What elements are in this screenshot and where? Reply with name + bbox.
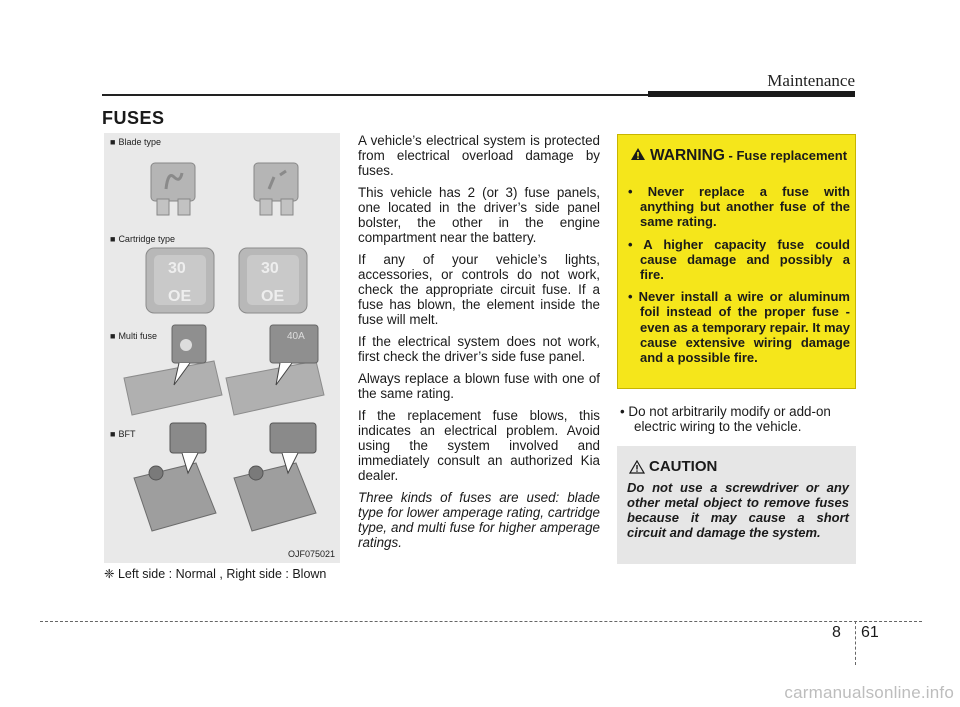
- figure-label-multi: ■ Multi fuse: [110, 331, 157, 341]
- body-italic-note: Three kinds of fuses are used: blade type for lower amperage rating, cartridge type, and multi fuse for higher amperage ratings.: [358, 490, 600, 550]
- warning-item: • Never replace a fuse with anything but another fuse of the same rating.: [628, 184, 850, 230]
- wiring-note: • Do not arbitrarily modify or add-on electric wiring to the vehicle.: [620, 404, 831, 434]
- cartridge-rating-text-blown: 30: [261, 260, 279, 277]
- caution-box: [617, 446, 856, 564]
- body-paragraph: Always replace a blown fuse with one of the same rating.: [358, 371, 600, 401]
- cartridge-fuse-blown-icon: [239, 248, 307, 313]
- footer-rule: [40, 621, 922, 622]
- blade-fuse-blown-icon: [254, 163, 298, 215]
- fuse-illustrations: [104, 133, 340, 563]
- bft-normal-icon: [134, 423, 216, 531]
- caution-title: CAUTION: [649, 458, 718, 475]
- page-title: FUSES: [102, 108, 165, 128]
- blade-fuse-normal-icon: [151, 163, 195, 215]
- body-paragraph: If the electrical system does not work, first check the driver’s side fuse panel.: [358, 334, 600, 364]
- body-paragraph: If any of your vehicle’s lights, accessories, or controls do not work, check the appropriate circuit fuse. If a fuse has blown, the element inside the fuse will melt.: [358, 252, 600, 327]
- header-bar: [648, 91, 855, 97]
- warning-title: WARNING - Fuse replacement: [630, 147, 855, 165]
- page-number: 61: [861, 624, 879, 641]
- fuse-figure: [104, 133, 340, 563]
- cartridge-fuse-normal-icon: [146, 248, 214, 313]
- warning-triangle-icon: [630, 147, 646, 161]
- body-paragraph: This vehicle has 2 (or 3) fuse panels, one located in the driver’s side panel bolster, the other in the engine compartment near the battery.: [358, 185, 600, 245]
- figure-label-bft: ■ BFT: [110, 429, 136, 439]
- header-section-title: Maintenance: [767, 71, 855, 90]
- warning-item: • A higher capacity fuse could cause damage and possibly a fire.: [628, 236, 850, 283]
- figure-code: OJF075021: [287, 549, 335, 559]
- footer-divider: [855, 621, 856, 665]
- cartridge-sub-text-blown: OE: [261, 288, 285, 305]
- multi-fuse-blown-icon: [226, 325, 324, 415]
- body-paragraph: If the replacement fuse blows, this indicates an electrical problem. Avoid using the system involved and immediately consult an authorized Kia dealer.: [358, 408, 600, 483]
- warning-list: [628, 184, 850, 372]
- figure-label-cartridge: ■ Cartridge type: [110, 234, 175, 244]
- figure-label-blade: ■ Blade type: [110, 137, 161, 147]
- chapter-number: 8: [832, 624, 841, 641]
- multi-tag-text: 40A: [287, 331, 305, 342]
- multi-fuse-normal-icon: [124, 325, 222, 415]
- warning-item: • Never install a wire or aluminum foil instead of the proper fuse - even as a temporary repair. It may cause extensive wiring damage and a possible fire.: [628, 289, 850, 366]
- cartridge-sub-text: OE: [168, 288, 192, 305]
- cartridge-rating-text: 30: [168, 260, 186, 277]
- bft-blown-icon: [234, 423, 316, 531]
- body-paragraph: A vehicle’s electrical system is protected from electrical overload damage by fuses.: [358, 133, 600, 178]
- warning-box: [617, 134, 856, 389]
- body-text: [358, 133, 600, 557]
- watermark: carmanualsonline.info: [784, 683, 954, 702]
- figure-caption: ❈ Left side : Normal , Right side : Blown: [104, 567, 327, 581]
- caution-triangle-icon: [629, 460, 645, 474]
- caution-text: Do not use a screwdriver or any other metal object to remove fuses because it may cause a short circuit and damage the system.: [627, 480, 849, 540]
